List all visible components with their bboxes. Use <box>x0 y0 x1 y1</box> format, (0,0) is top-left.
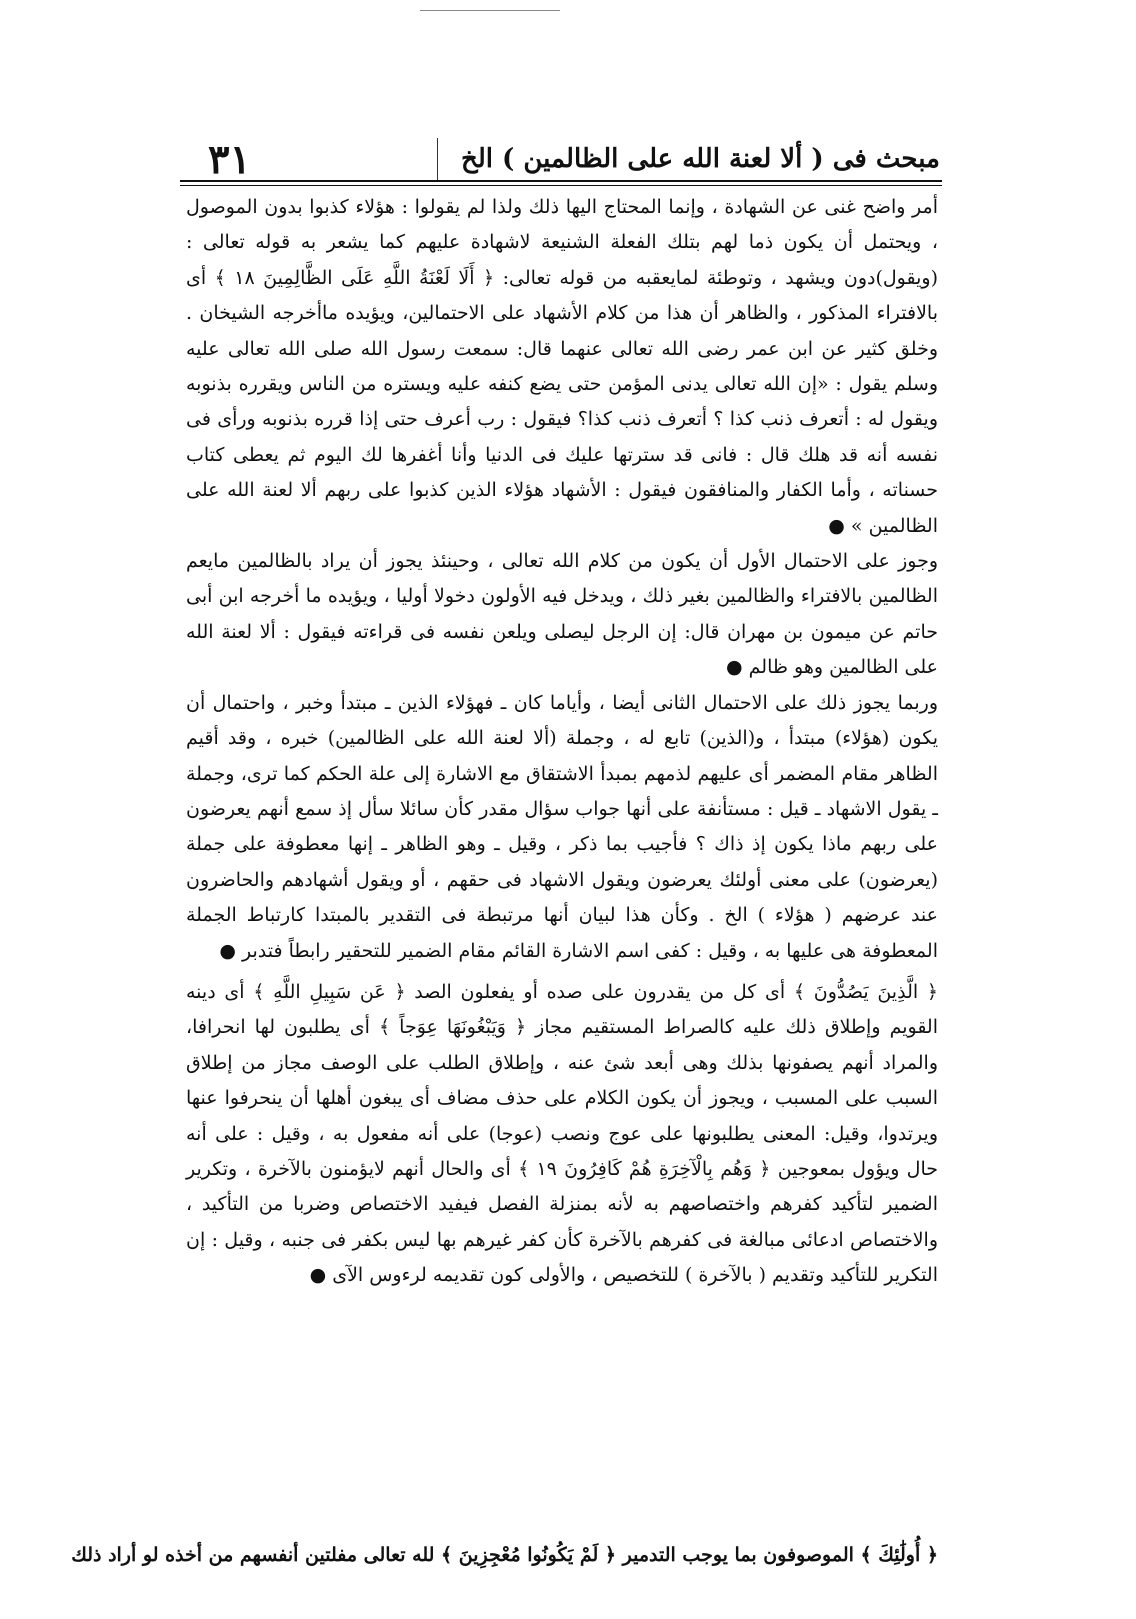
page-header <box>180 136 940 184</box>
paragraph-1: أمر واضح غنى عن الشهادة ، وإنما المحتاج اليها ذلك ولذا لم يقولوا : هؤلاء كذبوا بدون الموصول ، ويحتمل أن يكون ذما لهم بتلك الفعلة الشنيعة لاشهادة عليهم كما يشعر به قوله تعالى : (ويقول)دون ويشهد ، وتوطئة لمايعقبه من قوله تعالى: ﴿ أَلَا لَعْنَةُ اللَّهِ عَلَى الظَّالِمِينَ ١٨ ﴾ أى بالافتراء المذكور ، والظاهر أن هذا من كلام الأشهاد على الاحتمالين، ويؤيده ماأخرجه الشيخان . وخلق كثير عن ابن عمر رضى الله تعالى عنهما قال: سمعت رسول الله صلى الله تعالى عليه وسلم يقول : «إن الله تعالى يدنى المؤمن حتى يضع كنفه عليه ويستره من الناس ويقرره بذنوبه ويقول له : أتعرف ذنب كذا ؟ أتعرف ذنب كذا؟ فيقول : رب أعرف حتى إذا قرره بذنوبه ورأى فى نفسه أنه قد هلك قال : فانى قد سترتها عليك فى الدنيا وأنا أغفرها لك اليوم ثم يعطى كتاب حسناته ، وأما الكفار والمنافقون فيقول : الأشهاد هؤلاء الذين كذبوا على ربهم ألا لعنة الله على الظالمين » ● <box>186 196 938 537</box>
header-rule <box>180 180 942 182</box>
header-rule-thin <box>180 185 942 186</box>
paragraph-4: ﴿ الَّذِينَ يَصُدُّونَ ﴾ أى كل من يقدرون على صده أو يفعلون الصد ﴿ عَن سَبِيلِ اللَّهِ ﴾ أى دينه القويم وإطلاق ذلك عليه كالصراط المستقيم مجاز ﴿ وَيَبْغُونَهَا عِوَجاً ﴾ أى يطلبون لها انحرافا، والمراد أنهم يصفونها بذلك وهى أبعد شئ عنه ، وإطلاق الطلب على الوصف مجاز من إطلاق السبب على المسبب ، ويجوز أن يكون الكلام على حذف مضاف أى يبغون أهلها أن ينحرفوا عنها ويرتدوا، وقيل: المعنى يطلبونها على عوج ونصب (عوجا) على أنه مفعول به ، وقيل : على أنه حال ويؤول بمعوجين ﴿ وَهُم بِالْآخِرَةِ هُمْ كَافِرُونَ ١٩ ﴾ أى والحال أنهم لايؤمنون بالآخرة ، وتكرير الضمير لتأكيد كفرهم واختصاصهم به لأنه بمنزلة الفصل فيفيد الاختصاص وضربا من التأكيد ، والاختصاص ادعائى مبالغة فى كفرهم بالآخرة كأن كفر غيرهم بها ليس بكفر فى جنبه ، وقيل : إن التكرير للتأكيد وتقديم ( بالآخرة ) للتخصيص ، والأولى كون تقديمه لرءوس الآى ● <box>186 980 938 1287</box>
paragraph-3: وربما يجوز ذلك على الاحتمال الثانى أيضا ، وأياما كان ـ فهؤلاء الذين ـ مبتدأ وخبر ، واحتمال أن يكون (هؤلاء) مبتدأ ، و(الذين) تابع له ، وجملة (ألا لعنة الله على الظالمين) خبره ، وقد أقيم الظاهر مقام المضمر أى عليهم لذمهم بمبدأ الاشتقاق مع الاشارة إلى علة الحكم كما ترى، وجملة ـ يقول الاشهاد ـ قيل : مستأنفة على أنها جواب سؤال مقدر كأن سائلا سأل إذ سمع أنهم يعرضون على ربهم ماذا يكون إذ ذاك ؟ فأجيب بما ذكر ، وقيل ـ وهو الظاهر ـ إنها معطوفة على جملة (يعرضون) على معنى أولئك يعرضون ويقول الاشهاد فى حقهم ، أو ويقول أشهادهم والحاضرون عند عرضهم ( هؤلاء ) الخ . وكأن هذا لبيان أنها مرتبطة فى التقدير بالمبتدا كارتباط الجملة المعطوفة هى عليها به ، وقيل : كفى اسم الاشارة القائم مقام الضمير للتحقير رابطاً فتدبر ● <box>186 691 938 962</box>
body-text <box>186 190 938 1294</box>
paragraph-2: وجوز على الاحتمال الأول أن يكون من كلام الله تعالى ، وحينئذ يجوز أن يراد بالظالمين مايعم الظالمين بالافتراء والظالمين بغير ذلك ، ويدخل فيه الأولون دخولا أوليا ، ويؤيده ما أخرجه ابن أبى حاتم عن ميمون بن مهران قال: إن الرجل ليصلى ويلعن نفسه فى قراءته فيقول : ألا لعنة الله على الظالمين وهو ظالم ● <box>186 550 938 679</box>
page-number: ٣١ <box>208 136 251 183</box>
top-decorative-rule <box>420 10 560 11</box>
closing-line: ﴿ أُولَٰئِكَ ﴾ الموصوفون بما يوجب التدمير ﴿ لَمْ يَكُونُوا مُعْجِزِينَ ﴾ لله تعالى مفلتين أنفسهم من أخذه لو أراد ذلك <box>71 1544 938 1566</box>
running-title: مبحث فى ( ألا لعنة الله على الظالمين ) الخ <box>461 144 940 174</box>
header-divider <box>437 138 438 180</box>
